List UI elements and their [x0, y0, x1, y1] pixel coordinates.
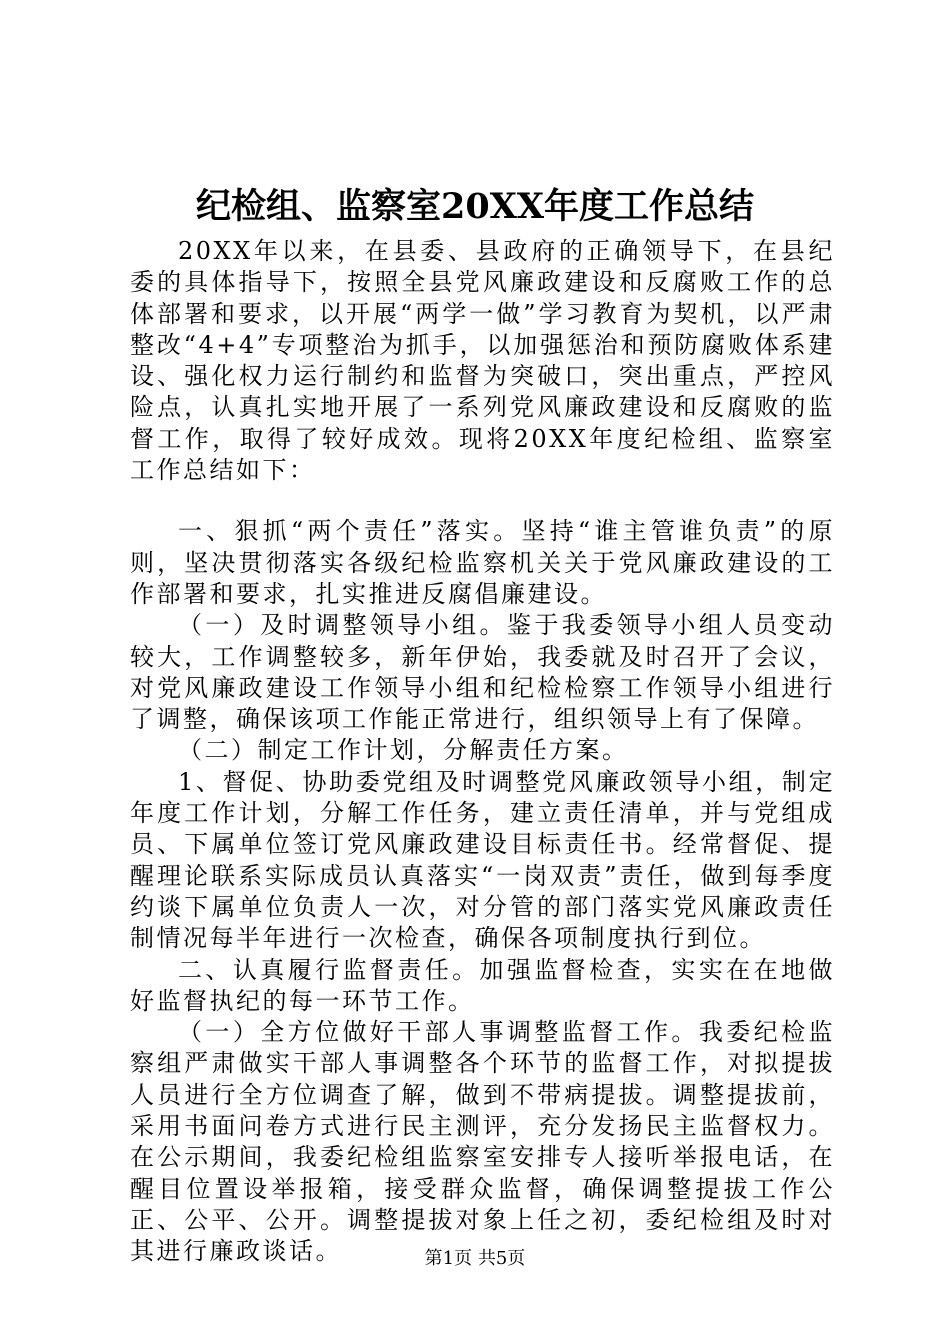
subsection-one-paragraph: （一）及时调整领导小组。鉴于我委领导小组人员变动较大，工作调整较多，新年伊始，我委就及时召开了会议，对党风廉政建设工作领导小组和纪检检察工作领导小组进行了调整，确保该项工作能正常进行，组织领导上有了保障。 [130, 611, 835, 734]
item-one-paragraph: 1、督促、协助委党组及时调整党风廉政领导小组，制定年度工作计划，分解工作任务，建立责任清单，并与党组成员、下属单位签订党风廉政建设目标责任书。经常督促、提醒理论联系实际成员认真落实“一岗双责”责任，做到每季度约谈下属单位负责人一次，对分管的部门落实党风廉政责任制情况每半年进行一次检查，确保各项制度执行到位。 [130, 767, 835, 953]
section-one-heading: 一、狠抓“两个责任”落实。坚持“谁主管谁负责”的原则，坚决贯彻落实各级纪检监察机关关于党风廉政建设的工作部署和要求，扎实推进反腐倡廉建设。 [130, 517, 835, 608]
section-two-subsection-one-paragraph: （一）全方位做好干部人事调整监督工作。我委纪检监察组严肃做实干部人事调整各个环节的监督工作，对拟提拔人员进行全方位调查了解，做到不带病提拔。调整提拔前，采用书面问卷方式进行民主测评，充分发扬民主监督权力。在公示期间，我委纪检组监察室安排专人接听举报电话，在醒目位置设举报箱，接受群众监督，确保调整提拔工作公正、公平、公开。调整提拔对象上任之初，委纪检组及时对其进行廉政谈话。 [130, 1018, 835, 1266]
subsection-two-heading: （二）制定工作计划，分解责任方案。 [178, 736, 629, 765]
intro-paragraph: 20XX年以来，在县委、县政府的正确领导下，在县纪委的具体指导下，按照全县党风廉政建设和反腐败工作的总体部署和要求，以开展“两学一做”学习教育为契机，以严肃整改“4+4”专项整治为抓手，以加强惩治和预防腐败体系建设、强化权力运行制约和监督为突破口，突出重点，严控风险点，认真扎实地开展了一系列党风廉政建设和反腐败的监督工作，取得了较好成效。现将20XX年度纪检组、监察室工作总结如下： [130, 237, 835, 485]
page-number-footer: 第1页 共5页 [424, 1248, 526, 1269]
document-title: 纪检组、监察室20XX年度工作总结 [195, 186, 755, 227]
document-body [130, 236, 835, 1268]
section-two-heading: 二、认真履行监督责任。加强监督检查，实实在在地做好监督执纪的每一环节工作。 [130, 955, 835, 1015]
